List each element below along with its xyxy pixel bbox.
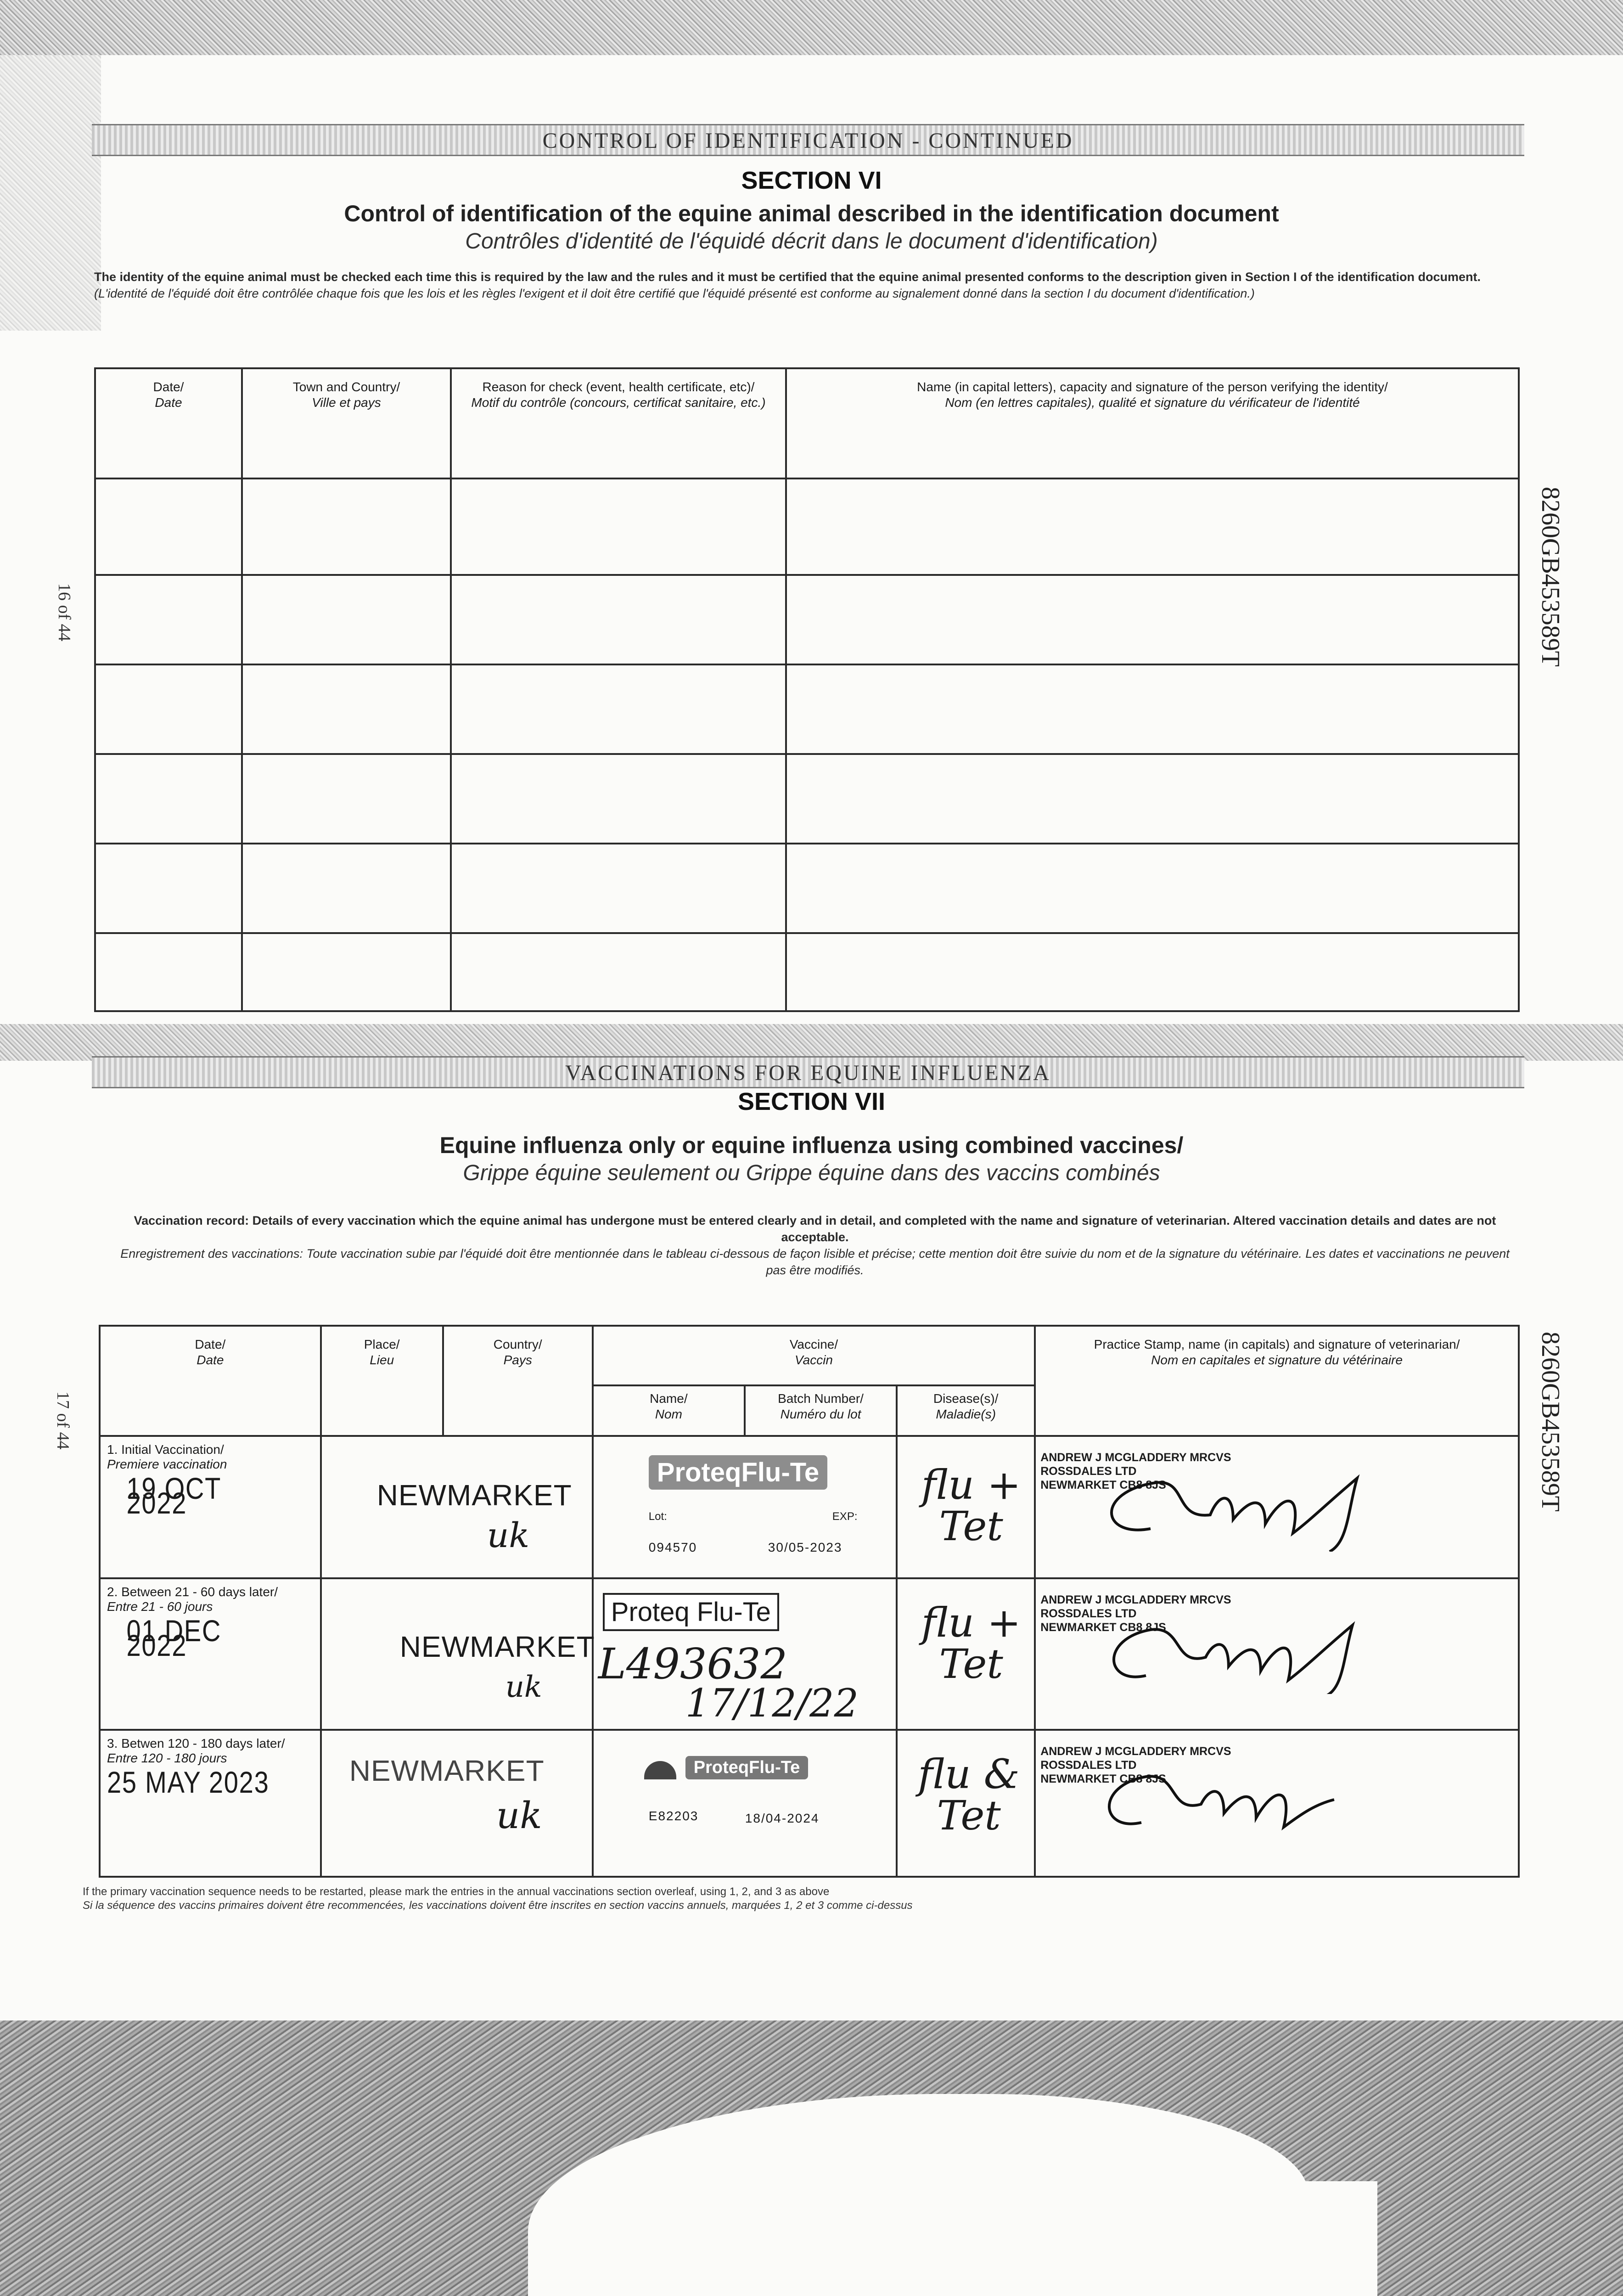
cell[interactable] — [786, 575, 1519, 664]
cell[interactable] — [786, 478, 1519, 575]
scan-noise-middle — [0, 1024, 1623, 1061]
vet-practice: ROSSDALES LTD — [1040, 1465, 1137, 1478]
vaccination-3-date: 25 MAY 2023 — [107, 1765, 270, 1799]
identity-check-row — [95, 844, 1519, 933]
vaccination-2-label-fr: Entre 21 - 60 jours — [107, 1599, 213, 1614]
vaccination-1-country: uk — [487, 1516, 530, 1555]
identity-check-row — [95, 754, 1519, 844]
section6-subtitle-en: Control of identification of the equine animal described in the identification document — [344, 201, 1279, 226]
vaccination-1-lot-label: Lot: — [648, 1510, 667, 1523]
section6-banner — [92, 124, 1524, 156]
col-reason: Reason for check (event, health certificate, etc)/ Motif du contrôle (concours, certificat sanitaire, etc.) — [451, 368, 786, 478]
vaccination-row-3 — [100, 1730, 1519, 1877]
vaccination-2-expiry: 17/12/22 — [685, 1681, 859, 1726]
vaccination-row-1 — [100, 1436, 1519, 1578]
vet-name: ANDREW J MCGLADDERY MRCVS — [1040, 1745, 1231, 1758]
cell[interactable] — [451, 575, 786, 664]
vaccination-3-label-fr: Entre 120 - 180 jours — [107, 1751, 227, 1765]
vaccination-3-disease-cell[interactable] — [897, 1730, 1035, 1877]
vaccination-1-date: 19 OCT 2022 — [126, 1471, 221, 1520]
section7-title: SECTION VII — [737, 1088, 886, 1115]
section7-record-notes — [110, 1212, 1520, 1278]
vaccination-2-disease-cell[interactable] — [897, 1578, 1035, 1730]
identity-check-table — [94, 367, 1520, 1012]
vaccination-2-label-en: 2. Between 21 - 60 days later/ — [107, 1585, 278, 1599]
vaccination-3-expiry: 18/04-2024 — [745, 1811, 820, 1825]
vaccination-3-country: uk — [496, 1794, 542, 1837]
vaccination-2-batch: L493632 — [598, 1639, 788, 1688]
cell[interactable] — [95, 844, 242, 933]
identity-check-row — [95, 664, 1519, 754]
vet-address: NEWMARKET CB8 8JS — [1040, 1773, 1166, 1785]
vaccination-1-vaccine-cell[interactable] — [593, 1436, 897, 1578]
vaccination-1-vaccine-label: ProteqFlu-Te — [649, 1455, 827, 1490]
vaccination-3-place-country-cell[interactable] — [321, 1730, 593, 1877]
vaccination-2-place: NEWMARKET — [399, 1630, 595, 1663]
page-number-17: 17 of 44 — [53, 1391, 73, 1450]
vet-name: ANDREW J MCGLADDERY MRCVS — [1040, 1593, 1231, 1606]
identity-check-row — [95, 933, 1519, 1011]
identity-check-row — [95, 478, 1519, 575]
cell[interactable] — [451, 933, 786, 1011]
vaccination-3-date-cell[interactable] — [100, 1730, 321, 1877]
vaccination-2-signature — [1036, 1607, 1518, 1694]
vet-name: ANDREW J MCGLADDERY MRCVS — [1040, 1451, 1231, 1464]
vaccination-1-label-fr: Premiere vaccination — [107, 1457, 227, 1471]
section7-banner — [92, 1056, 1524, 1088]
cell[interactable] — [95, 575, 242, 664]
vaccination-3-vaccine-cell[interactable] — [593, 1730, 897, 1877]
page-number-16: 16 of 44 — [55, 583, 74, 642]
vaccination-3-disease: flu & Tet — [918, 1750, 1020, 1839]
col-country: Country/ Pays — [443, 1326, 593, 1436]
col-town-country: Town and Country/ Ville et pays — [242, 368, 451, 478]
cell[interactable] — [786, 844, 1519, 933]
vaccination-2-vet-cell[interactable] — [1035, 1578, 1519, 1730]
vaccination-3-logo-icon — [644, 1761, 676, 1779]
cell[interactable] — [95, 478, 242, 575]
col-date: Date/ Date — [95, 368, 242, 478]
col-diseases: Disease(s)/ Maladie(s) — [897, 1385, 1035, 1436]
cell[interactable] — [95, 664, 242, 754]
section6-subtitle-fr: Contrôles d'identité de l'équidé décrit dans le document d'identification) — [465, 229, 1158, 253]
vaccination-3-vaccine-label: ProteqFlu-Te — [685, 1756, 809, 1779]
vet-address: NEWMARKET CB8 8JS — [1040, 1479, 1166, 1491]
identity-check-header-row — [95, 368, 1519, 478]
vaccination-1-place: NEWMARKET — [376, 1479, 572, 1512]
section7-subtitle-en: Equine influenza only or equine influenza using combined vaccines/ — [439, 1132, 1184, 1158]
vaccination-1-place-country-cell[interactable] — [321, 1436, 593, 1578]
section6-title: SECTION VI — [741, 167, 882, 194]
identity-check-row — [95, 575, 1519, 664]
cell[interactable] — [451, 844, 786, 933]
cell[interactable] — [242, 754, 451, 844]
document-code-top: 8260GB453589T — [1536, 487, 1565, 667]
cell[interactable] — [451, 754, 786, 844]
vet-address: NEWMARKET CB8 8JS — [1040, 1621, 1166, 1634]
vaccination-header-row-1 — [100, 1326, 1519, 1385]
vaccination-3-signature — [1036, 1754, 1518, 1841]
cell[interactable] — [451, 664, 786, 754]
cell[interactable] — [242, 933, 451, 1011]
vaccination-3-label-en: 3. Betwen 120 - 180 days later/ — [107, 1736, 285, 1750]
vaccination-1-disease-cell[interactable] — [897, 1436, 1035, 1578]
vaccination-3-place: NEWMARKET — [349, 1754, 545, 1787]
cell[interactable] — [242, 575, 451, 664]
vaccination-3-vaccine-sticker — [644, 1756, 809, 1779]
col-date: Date/ Date — [100, 1326, 321, 1436]
vaccination-1-disease: flu + Tet — [921, 1461, 1021, 1550]
col-vaccine: Vaccine/ Vaccin — [593, 1326, 1035, 1385]
section6-instruction-fr: (L'identité de l'équidé doit être contrôlée chaque fois que les lois et les règles l'exigent et il doit être certifié que l'équidé présenté est conforme au signalement donné dans la section I du document d'identification.) — [94, 287, 1255, 300]
section7-record-en: Vaccination record: Details of every vaccination which the equine animal has undergone must be entered clearly and in detail, and completed with the name and signature of veterinarian. Altered vaccination details and dates are not acceptable. — [134, 1214, 1496, 1244]
section6-banner-text: CONTROL OF IDENTIFICATION - CONTINUED — [542, 129, 1074, 153]
col-place: Place/ Lieu — [321, 1326, 443, 1436]
section6-instruction-en: The identity of the equine animal must be checked each time this is required by the law and the rules and it must be certified that the equine animal presented conforms to the description given in Section I of the identification document. — [94, 270, 1481, 284]
vaccination-3-batch: E82203 — [648, 1809, 699, 1823]
cell[interactable] — [95, 933, 242, 1011]
vaccination-2-disease: flu + Tet — [921, 1599, 1021, 1688]
vaccination-1-exp-label: EXP: — [832, 1510, 858, 1523]
footnote-fr: Si la séquence des vaccins primaires doivent être recommencées, les vaccinations doivent être inscrites en section vaccins annuels, marquées 1, 2 et 3 comme ci-dessus — [83, 1899, 913, 1912]
vet-practice: ROSSDALES LTD — [1040, 1759, 1137, 1772]
cell[interactable] — [242, 478, 451, 575]
cell[interactable] — [786, 664, 1519, 754]
vaccination-1-signature — [1036, 1464, 1518, 1552]
cell[interactable] — [95, 754, 242, 844]
vaccination-2-vaccine-label: Proteq Flu-Te — [603, 1593, 779, 1631]
vaccination-2-date: 01 DEC 2022 — [126, 1614, 222, 1662]
section7-record-fr: Enregistrement des vaccinations: Toute vaccination subie par l'équidé doit être mentionnée dans le tableau ci-dessous de façon lisible et précise; cette mention doit être suivie du nom et de la signature du vétérinaire. Les dates et vaccinations ne peuvent pas être modifiés. — [120, 1247, 1510, 1277]
cell[interactable] — [242, 664, 451, 754]
vaccination-2-date-cell[interactable] — [100, 1578, 321, 1730]
cell[interactable] — [451, 478, 786, 575]
cell[interactable] — [786, 933, 1519, 1011]
section7-subtitle-fr: Grippe équine seulement ou Grippe équine dans des vaccins combinés — [463, 1161, 1160, 1185]
section7-banner-text: VACCINATIONS FOR EQUINE INFLUENZA — [565, 1061, 1051, 1085]
vet-practice: ROSSDALES LTD — [1040, 1607, 1137, 1620]
vaccination-1-vaccine-sticker — [649, 1455, 827, 1490]
section7-footnote — [83, 1885, 913, 1913]
vaccination-3-vet-cell[interactable] — [1035, 1730, 1519, 1877]
vaccination-row-2 — [100, 1578, 1519, 1730]
col-practice-stamp: Practice Stamp, name (in capitals) and signature of veterinarian/ Nom en capitales et signature du vétérinaire — [1035, 1326, 1519, 1436]
col-verifier: Name (in capital letters), capacity and signature of the person verifying the identity/ Nom (en lettres capitales), qualité et signature du vérificateur de l'identité — [786, 368, 1519, 478]
vaccination-1-expiry: 30/05-2023 — [768, 1540, 842, 1554]
vaccination-2-place-country-cell[interactable] — [321, 1578, 593, 1730]
vaccination-1-label-en: 1. Initial Vaccination/ — [107, 1442, 224, 1457]
vaccination-1-vet-cell[interactable] — [1035, 1436, 1519, 1578]
document-code-bottom: 8260GB453589T — [1536, 1332, 1565, 1512]
section6-instructions — [94, 269, 1531, 302]
footnote-en: If the primary vaccination sequence needs to be restarted, please mark the entries in the annual vaccinations section overleaf, using 1, 2, and 3 as above — [83, 1885, 830, 1898]
col-batch-number: Batch Number/ Numéro du lot — [745, 1385, 897, 1436]
col-vaccine-name: Name/ Nom — [593, 1385, 745, 1436]
vaccination-1-date-cell[interactable] — [100, 1436, 321, 1578]
vaccination-1-batch: 094570 — [648, 1540, 697, 1554]
cell[interactable] — [786, 754, 1519, 844]
vaccination-2-vaccine-cell[interactable] — [593, 1578, 897, 1730]
cell[interactable] — [242, 844, 451, 933]
vaccination-2-country: uk — [505, 1670, 542, 1704]
vaccination-table — [99, 1325, 1520, 1878]
scan-noise-top — [0, 0, 1623, 55]
